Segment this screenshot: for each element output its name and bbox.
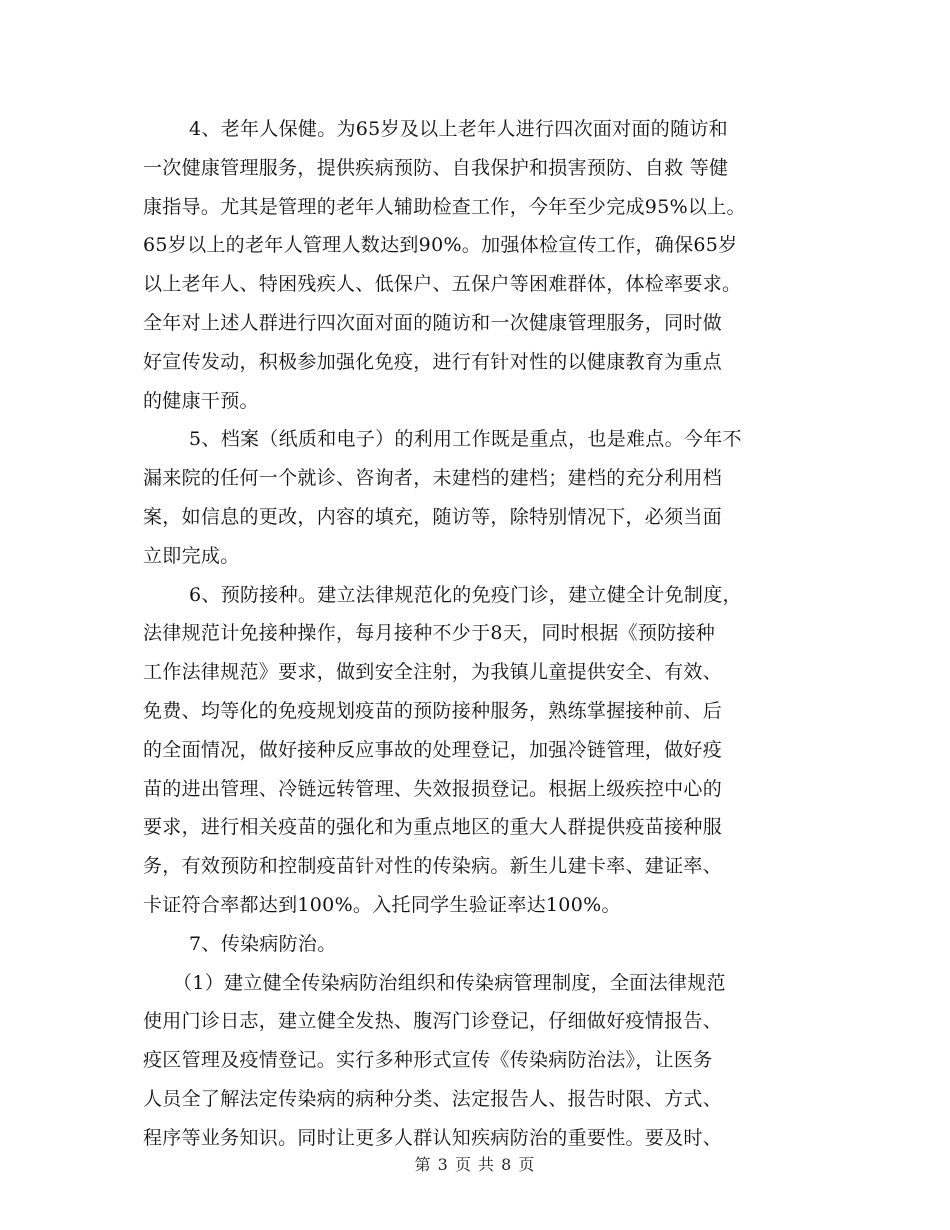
- text-line: 人员全了解法定传染病的病种分类、法定报告人、报告时限、方式、: [143, 1087, 723, 1110]
- text-line: 康指导。尤其是管理的老年人辅助检查工作，今年至少完成95%以上。: [143, 195, 746, 218]
- text-line: 5、档案（纸质和电子）的利用工作既是重点，也是难点。今年不: [189, 428, 742, 451]
- text-line: 好宣传发动，积极参加强化免疫，进行有针对性的以健康教育为重点: [143, 350, 723, 373]
- text-line: 法律规范计免接种操作，每月接种不少于8天，同时根据《预防接种: [143, 622, 716, 645]
- text-line: 案，如信息的更改，内容的填充，随访等，除特别情况下，必须当面: [143, 505, 723, 528]
- text-line: 7、传染病防治。: [189, 932, 337, 955]
- text-line: 卡证符合率都达到100%。入托同学生验证率达100%。: [143, 893, 621, 916]
- paragraph-item-5: [143, 420, 807, 575]
- document-body: [143, 110, 807, 1158]
- text-line: 以上老年人、特困残疾人、低保户、五保户等困难群体，体检率要求。: [143, 273, 742, 296]
- paragraph-item-7-1: [143, 964, 807, 1158]
- text-line: 的健康干预。: [143, 389, 259, 412]
- text-line: 6、预防接种。建立法律规范化的免疫门诊，建立健全计免制度，: [189, 583, 742, 606]
- page-footer: 第 3 页 共 8 页: [414, 1155, 536, 1174]
- text-line: 一次健康管理服务，提供疾病预防、自我保护和损害预防、自救 等健: [143, 156, 729, 179]
- text-line: 要求，进行相关疫苗的强化和为重点地区的重大人群提供疫苗接种服: [143, 816, 723, 839]
- text-line: （1）建立健全传染病防治组织和传染病管理制度，全面法律规范: [173, 971, 726, 994]
- text-line: 4、老年人保健。为65岁及以上老年人进行四次面对面的随访和: [189, 118, 728, 140]
- text-line: 漏来院的任何一个就诊、咨询者，未建档的建档；建档的充分利用档: [143, 467, 723, 490]
- text-line: 程序等业务知识。同时让更多人群认知疾病防治的重要性。要及时、: [143, 1126, 723, 1149]
- text-line: 立即完成。: [143, 544, 240, 567]
- text-line: 的全面情况，做好接种反应事故的处理登记，加强冷链管理，做好疫: [143, 738, 723, 761]
- text-line: 工作法律规范》要求，做到安全注射，为我镇儿童提供安全、有效、: [143, 661, 723, 684]
- text-line: 务，有效预防和控制疫苗针对性的传染病。新生儿建卡率、建证率、: [143, 855, 723, 878]
- paragraph-item-6: [143, 576, 807, 925]
- paragraph-item-7: [143, 925, 807, 964]
- text-line: 苗的进出管理、冷链远转管理、失效报损登记。根据上级疾控中心的: [143, 777, 723, 800]
- text-line: 免费、均等化的免疫规划疫苗的预防接种服务，熟练掌握接种前、后: [143, 699, 723, 722]
- paragraph-item-4: [143, 110, 807, 420]
- text-line: 全年对上述人群进行四次面对面的随访和一次健康管理服务，同时做: [143, 311, 723, 334]
- text-line: 使用门诊日志，建立健全发热、腹泻门诊登记，仔细做好疫情报告、: [143, 1010, 723, 1033]
- text-line: 疫区管理及疫情登记。实行多种形式宣传《传染病防治法》，让医务: [143, 1049, 713, 1072]
- text-line: 65岁以上的老年人管理人数达到90%。加强体检宣传工作，确保65岁: [143, 234, 738, 257]
